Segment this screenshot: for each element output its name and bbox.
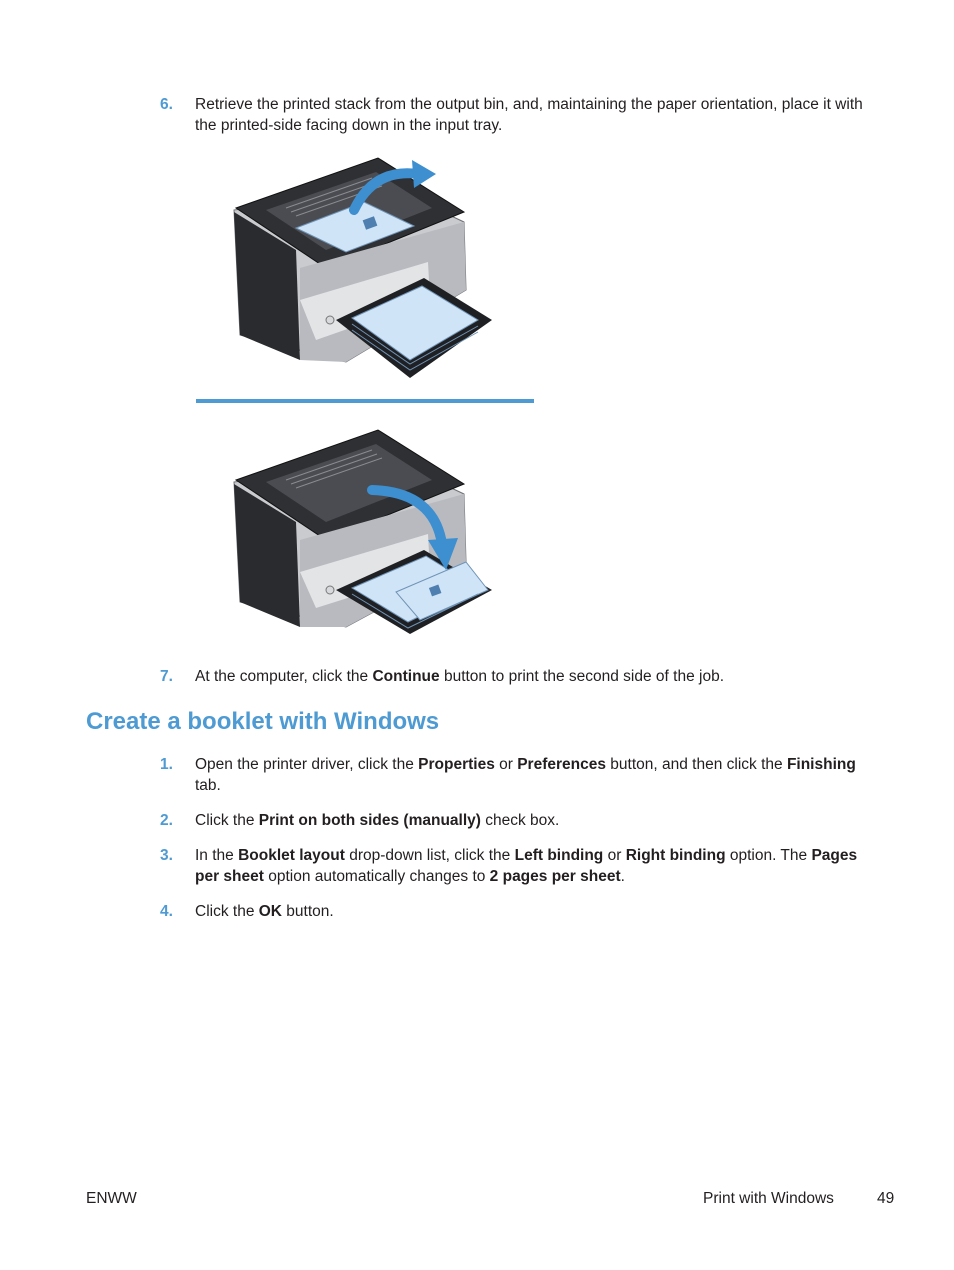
section-heading: Create a booklet with Windows [86, 708, 440, 735]
footer-section: Print with Windows [703, 1190, 834, 1207]
step-text [195, 94, 885, 136]
text-run: Click the [195, 812, 259, 829]
text-run: option. The [725, 847, 812, 864]
step-number: 2. [160, 812, 173, 829]
step-number: 1. [160, 756, 173, 773]
text-run: At the computer, click the [195, 668, 373, 685]
bold-term: Properties [418, 756, 495, 773]
bold-term: Right binding [625, 847, 726, 864]
text-run: drop-down list, click the [344, 847, 515, 864]
bold-term: OK [258, 903, 282, 920]
text-run: Open the printer driver, click the [195, 756, 419, 773]
step-number: 3. [160, 847, 173, 864]
printer-input-tray-arrow-icon [196, 422, 506, 637]
step-text [195, 754, 885, 796]
step-text [195, 810, 885, 831]
text-run: button to print the second side of the job. [439, 668, 724, 685]
bold-term: Pages per sheet [195, 847, 858, 885]
text-run: button. [282, 903, 334, 920]
bold-term: Preferences [517, 756, 606, 773]
bold-term: 2 pages per sheet [489, 868, 621, 885]
bold-term: Booklet layout [238, 847, 345, 864]
step-number: 6. [160, 96, 173, 113]
text-run: check box. [480, 812, 560, 829]
text-run: Click the [195, 903, 259, 920]
step-number: 7. [160, 668, 173, 685]
bold-term: Continue [372, 668, 440, 685]
bold-term: Left binding [514, 847, 604, 864]
step-text [195, 845, 885, 887]
text-run: or [603, 847, 626, 864]
step-text [195, 666, 885, 687]
text-run: or [494, 756, 518, 773]
text-run: . [620, 868, 625, 885]
bold-term: Finishing [786, 756, 856, 773]
bold-term: Print on both sides (manually) [258, 812, 481, 829]
text-run: option automatically changes to [263, 868, 490, 885]
text-run: tab. [195, 777, 221, 794]
step-number: 4. [160, 903, 173, 920]
footer-left: ENWW [86, 1190, 137, 1207]
text-run: Retrieve the printed stack from the output bin, and, maintaining the paper orientation, place it with the printed-side facing down in the input tray. [195, 96, 863, 134]
footer-page-number: 49 [877, 1190, 895, 1207]
text-run: In the [195, 847, 239, 864]
text-run: button, and then click the [605, 756, 787, 773]
printer-output-bin-arrow-icon [196, 150, 506, 385]
figure-divider [196, 399, 534, 403]
step-text [195, 901, 885, 922]
